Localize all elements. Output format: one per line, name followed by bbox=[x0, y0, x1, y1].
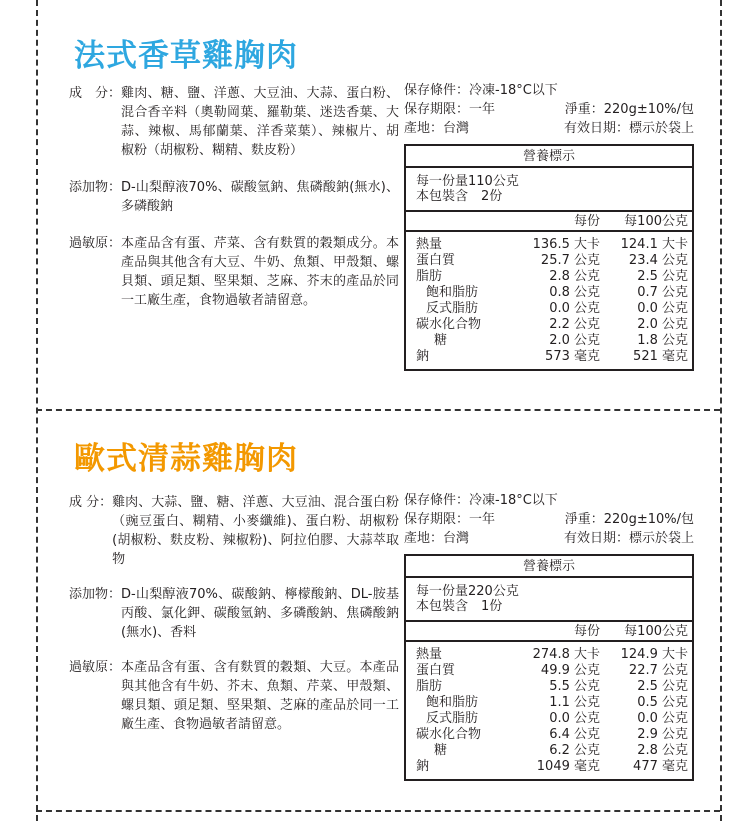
value-per-serving: 2.0 公克 bbox=[549, 333, 600, 348]
ingredients-row bbox=[69, 84, 399, 160]
nutrient-name: 熱量 bbox=[416, 647, 443, 662]
servings-per-pack: 本包裝含 2份 bbox=[416, 189, 503, 204]
value-per-serving: 0.8 公克 bbox=[549, 285, 600, 300]
origin-line bbox=[404, 529, 694, 548]
product-info bbox=[404, 81, 694, 371]
value-per-100g: 2.5 公克 bbox=[637, 269, 688, 284]
table-row bbox=[406, 727, 692, 743]
value-per-serving: 136.5 大卡 bbox=[532, 237, 600, 252]
table-row bbox=[406, 711, 692, 727]
nutrient-name: 反式脂肪 bbox=[426, 711, 479, 726]
value-per-100g: 0.0 公克 bbox=[637, 711, 688, 726]
nutrition-rows bbox=[406, 232, 692, 369]
storage-line bbox=[404, 491, 694, 510]
table-row bbox=[406, 695, 692, 711]
product-title: 法式香草雞胸肉 bbox=[74, 38, 298, 74]
serving-info bbox=[406, 168, 692, 212]
net-weight: 淨重：220g±10%/包 bbox=[564, 102, 694, 117]
serving-size: 每一份量110公克 bbox=[416, 174, 519, 189]
value-per-100g: 0.7 公克 bbox=[637, 285, 688, 300]
table-row bbox=[406, 663, 692, 679]
storage-condition: 保存條件：冷凍-18°C以下 bbox=[404, 83, 558, 98]
value-per-serving: 274.8 大卡 bbox=[532, 647, 600, 662]
table-row bbox=[406, 253, 692, 269]
nutrient-name: 熱量 bbox=[416, 237, 443, 252]
origin: 產地：台灣 bbox=[404, 531, 470, 546]
col-per-100g: 每100公克 bbox=[624, 214, 688, 229]
value-per-serving: 49.9 公克 bbox=[540, 663, 600, 678]
value-per-serving: 1.1 公克 bbox=[549, 695, 600, 710]
additives-label: 添加物： bbox=[69, 587, 122, 602]
allergen-text: 本產品含有蛋、芹菜、含有麩質的穀類成分。本產品與其他含有大豆、牛奶、魚類、甲殼類、螺貝類、頭足類、堅果類、芝麻、芥末的產品於同一工廠生產，食物過敏者請留意。 bbox=[121, 236, 399, 308]
value-per-100g: 0.0 公克 bbox=[637, 301, 688, 316]
servings-per-pack: 本包裝含 1份 bbox=[416, 599, 503, 614]
shelf-line bbox=[404, 510, 694, 529]
additives-text: D-山梨醇液70%、碳酸鈉、檸檬酸鈉、DL-胺基丙酸、氯化鉀、碳酸氫鈉、多磷酸鈉、焦磷酸鈉(無水)、香料 bbox=[121, 587, 399, 640]
value-per-serving: 0.0 公克 bbox=[549, 711, 600, 726]
value-per-serving: 6.2 公克 bbox=[549, 743, 600, 758]
value-per-serving: 573 毫克 bbox=[545, 349, 600, 364]
net-weight: 淨重：220g±10%/包 bbox=[564, 512, 694, 527]
nutrient-name: 鈉 bbox=[416, 759, 430, 774]
col-per-100g: 每100公克 bbox=[624, 624, 688, 639]
nutrient-name: 蛋白質 bbox=[416, 253, 456, 268]
ingredients-text: 雞肉、糖、鹽、洋蔥、大豆油、大蒜、蛋白粉、混合香辛料（奧勒岡葉、羅勒葉、迷迭香葉、大蒜、辣椒、馬郁蘭葉、洋香菜葉）、辣椒片、胡椒粉（胡椒粉、糊精、麩皮粉） bbox=[121, 86, 399, 158]
value-per-100g: 0.5 公克 bbox=[637, 695, 688, 710]
ingredient-info bbox=[69, 84, 399, 326]
value-per-serving: 6.4 公克 bbox=[549, 727, 600, 742]
col-per-serving: 每份 bbox=[573, 624, 600, 639]
value-per-100g: 1.8 公克 bbox=[637, 333, 688, 348]
nutrient-name: 反式脂肪 bbox=[426, 301, 479, 316]
nutrition-table bbox=[404, 144, 694, 371]
ingredients-row bbox=[69, 493, 399, 569]
table-row bbox=[406, 285, 692, 301]
ingredient-info bbox=[69, 493, 399, 750]
table-row bbox=[406, 743, 692, 759]
expiry-date: 有效日期：標示於袋上 bbox=[563, 121, 694, 136]
nutrition-heading: 營養標示 bbox=[406, 146, 692, 168]
nutrition-rows bbox=[406, 642, 692, 779]
value-per-100g: 2.5 公克 bbox=[637, 679, 688, 694]
serving-info bbox=[406, 578, 692, 622]
allergen-text: 本產品含有蛋、含有麩質的穀類、大豆。本產品與其他含有牛奶、芥末、魚類、芹菜、甲殼類、螺貝類、頭足類、堅果類、芝麻的產品於同一工廠生產、食物過敏者請留意。 bbox=[121, 660, 399, 732]
nutrient-name: 蛋白質 bbox=[416, 663, 456, 678]
storage-condition: 保存條件：冷凍-18°C以下 bbox=[404, 493, 558, 508]
nutrient-name: 飽和脂肪 bbox=[426, 285, 479, 300]
nutrition-column-headers bbox=[406, 622, 692, 642]
value-per-serving: 25.7 公克 bbox=[540, 253, 600, 268]
value-per-serving: 2.2 公克 bbox=[549, 317, 600, 332]
storage-line bbox=[404, 81, 694, 100]
table-row bbox=[406, 679, 692, 695]
expiry-date: 有效日期：標示於袋上 bbox=[563, 531, 694, 546]
nutrient-name: 脂肪 bbox=[416, 679, 443, 694]
nutrient-name: 糖 bbox=[434, 743, 448, 758]
value-per-serving: 5.5 公克 bbox=[549, 679, 600, 694]
allergen-row bbox=[69, 234, 399, 310]
table-row bbox=[406, 759, 692, 775]
product-info bbox=[404, 491, 694, 781]
value-per-100g: 124.1 大卡 bbox=[620, 237, 688, 252]
product-title: 歐式清蒜雞胸肉 bbox=[74, 441, 298, 477]
shelf-life: 保存期限：一年 bbox=[404, 102, 496, 117]
nutrition-column-headers bbox=[406, 212, 692, 232]
allergen-label: 過敏原： bbox=[69, 660, 122, 675]
additives-text: D-山梨醇液70%、碳酸氫鈉、焦磷酸鈉(無水)、多磷酸鈉 bbox=[121, 180, 399, 214]
col-per-serving: 每份 bbox=[573, 214, 600, 229]
shelf-life: 保存期限：一年 bbox=[404, 512, 496, 527]
table-row bbox=[406, 317, 692, 333]
table-row bbox=[406, 333, 692, 349]
additives-row bbox=[69, 585, 399, 642]
value-per-100g: 2.8 公克 bbox=[637, 743, 688, 758]
value-per-serving: 1049 毫克 bbox=[536, 759, 600, 774]
nutrition-table bbox=[404, 554, 694, 781]
allergen-label: 過敏原： bbox=[69, 236, 122, 251]
table-row bbox=[406, 647, 692, 663]
table-row bbox=[406, 349, 692, 365]
value-per-serving: 0.0 公克 bbox=[549, 301, 600, 316]
nutrient-name: 碳水化合物 bbox=[416, 317, 482, 332]
value-per-100g: 477 毫克 bbox=[633, 759, 688, 774]
product-section-garlic bbox=[36, 411, 720, 811]
value-per-serving: 2.8 公克 bbox=[549, 269, 600, 284]
shelf-line bbox=[404, 100, 694, 119]
ingredients-label: 成 分： bbox=[69, 86, 122, 101]
value-per-100g: 2.0 公克 bbox=[637, 317, 688, 332]
table-row bbox=[406, 301, 692, 317]
table-row bbox=[406, 237, 692, 253]
nutrient-name: 飽和脂肪 bbox=[426, 695, 479, 710]
serving-size: 每一份量220公克 bbox=[416, 584, 519, 599]
nutrient-name: 糖 bbox=[434, 333, 448, 348]
additives-label: 添加物： bbox=[69, 180, 122, 195]
origin-line bbox=[404, 119, 694, 138]
value-per-100g: 124.9 大卡 bbox=[620, 647, 688, 662]
value-per-100g: 521 毫克 bbox=[633, 349, 688, 364]
table-row bbox=[406, 269, 692, 285]
nutrient-name: 脂肪 bbox=[416, 269, 443, 284]
nutrient-name: 碳水化合物 bbox=[416, 727, 482, 742]
allergen-row bbox=[69, 658, 399, 734]
right-dashed-border bbox=[720, 0, 722, 821]
ingredients-label: 成 分： bbox=[69, 495, 113, 510]
value-per-100g: 22.7 公克 bbox=[628, 663, 688, 678]
additives-row bbox=[69, 178, 399, 216]
nutrition-heading: 營養標示 bbox=[406, 556, 692, 578]
value-per-100g: 23.4 公克 bbox=[628, 253, 688, 268]
product-section-herb bbox=[36, 0, 720, 409]
nutrient-name: 鈉 bbox=[416, 349, 430, 364]
origin: 產地：台灣 bbox=[404, 121, 470, 136]
value-per-100g: 2.9 公克 bbox=[637, 727, 688, 742]
ingredients-text: 雞肉、大蒜、鹽、糖、洋蔥、大豆油、混合蛋白粉（豌豆蛋白、糊精、小麥纖維)、蛋白粉、胡椒粉(胡椒粉、麩皮粉、辣椒粉)、阿拉伯膠、大蒜萃取物 bbox=[112, 495, 399, 567]
